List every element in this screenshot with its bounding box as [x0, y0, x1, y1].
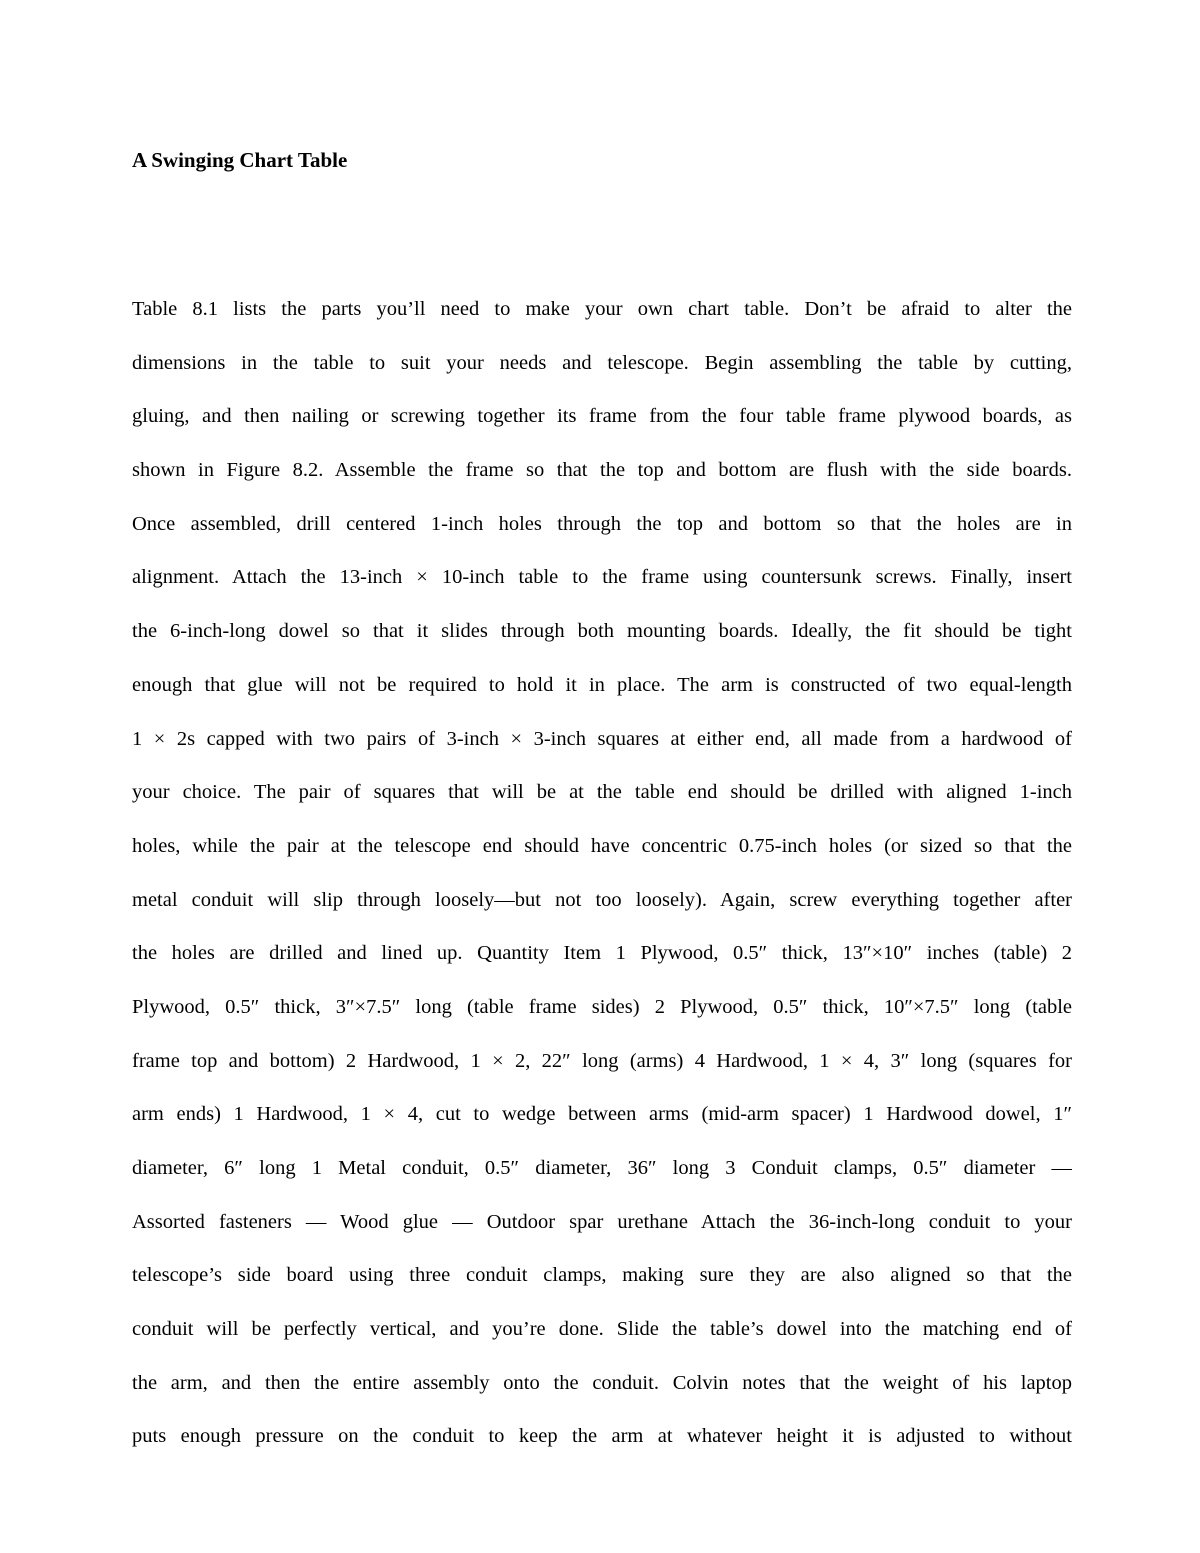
body-line: alignment. Attach the 13-inch × 10-inch table to the frame using countersunk screws. Finally, insert: [132, 566, 1072, 589]
body-line: Assorted fasteners — Wood glue — Outdoor spar urethane Attach the 36-inch-long conduit to your: [132, 1210, 1072, 1233]
body-line: metal conduit will slip through loosely—but not too loosely). Again, screw everything together after: [132, 888, 1072, 911]
body-line: Plywood, 0.5″ thick, 3″×7.5″ long (table frame sides) 2 Plywood, 0.5″ thick, 10″×7.5″ long (table: [132, 995, 1072, 1018]
body-line: puts enough pressure on the conduit to keep the arm at whatever height it is adjusted to without: [132, 1425, 1072, 1448]
body-line: conduit will be perfectly vertical, and you’re done. Slide the table’s dowel into the matching end of: [132, 1318, 1072, 1341]
body-line: Once assembled, drill centered 1-inch holes through the top and bottom so that the holes are in: [132, 512, 1072, 535]
body-line: the arm, and then the entire assembly onto the conduit. Colvin notes that the weight of his laptop: [132, 1371, 1072, 1394]
body-line: telescope’s side board using three conduit clamps, making sure they are also aligned so that the: [132, 1264, 1072, 1287]
body-line: shown in Figure 8.2. Assemble the frame so that the top and bottom are flush with the side boards.: [132, 459, 1072, 482]
body-line: enough that glue will not be required to hold it in place. The arm is constructed of two equal-length: [132, 673, 1072, 696]
body-line: 1 × 2s capped with two pairs of 3-inch × 3-inch squares at either end, all made from a hardwood of: [132, 727, 1072, 750]
body-line: diameter, 6″ long 1 Metal conduit, 0.5″ diameter, 36″ long 3 Conduit clamps, 0.5″ diameter —: [132, 1157, 1072, 1179]
body-line: dimensions in the table to suit your needs and telescope. Begin assembling the table by cutting,: [132, 351, 1072, 374]
body-line: the 6-inch-long dowel so that it slides through both mounting boards. Ideally, the fit should be tight: [132, 620, 1072, 643]
document-body: [132, 283, 1072, 1464]
body-line: holes, while the pair at the telescope end should have concentric 0.75-inch holes (or sized so that the: [132, 834, 1072, 857]
body-line: the holes are drilled and lined up. Quantity Item 1 Plywood, 0.5″ thick, 13″×10″ inches (table) 2: [132, 942, 1072, 965]
document-title: A Swinging Chart Table: [132, 148, 348, 172]
body-line: Table 8.1 lists the parts you’ll need to make your own chart table. Don’t be afraid to alter the: [132, 298, 1072, 320]
body-line: frame top and bottom) 2 Hardwood, 1 × 2, 22″ long (arms) 4 Hardwood, 1 × 4, 3″ long (squares for: [132, 1049, 1072, 1072]
body-line: your choice. The pair of squares that will be at the table end should be drilled with aligned 1-inch: [132, 781, 1072, 804]
body-line: gluing, and then nailing or screwing together its frame from the four table frame plywood boards, as: [132, 405, 1072, 428]
body-line: arm ends) 1 Hardwood, 1 × 4, cut to wedge between arms (mid-arm spacer) 1 Hardwood dowel, 1″: [132, 1103, 1072, 1126]
